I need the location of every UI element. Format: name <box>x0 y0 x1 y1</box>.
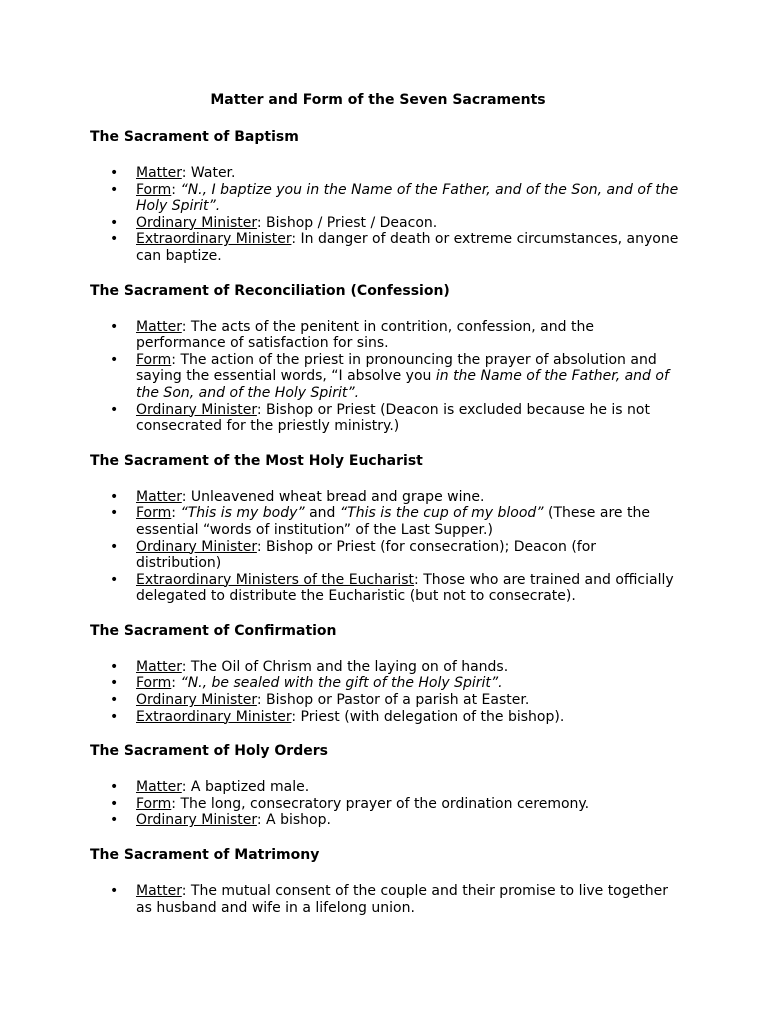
item-term: Matter <box>136 779 182 796</box>
list-item <box>90 165 680 182</box>
list-item <box>90 796 680 813</box>
list-item <box>90 505 680 538</box>
item-term: Form <box>136 181 172 198</box>
item-text: : The long, consecratory prayer of the ordination ceremony. <box>171 795 590 812</box>
sacrament-section <box>90 742 680 829</box>
section-heading: The Sacrament of Holy Orders <box>90 743 328 760</box>
item-term: Form <box>136 795 172 812</box>
section-heading: The Sacrament of Reconciliation (Confession) <box>90 282 450 299</box>
item-text: : <box>171 675 181 692</box>
item-text: : Bishop or Priest (for consecration); Deacon (for distribution) <box>136 538 597 572</box>
section-list <box>90 883 680 916</box>
item-text: : Those who are trained and officially delegated to distribute the Eucharistic (but not to consecrate). <box>136 571 674 605</box>
section-heading: The Sacrament of the Most Holy Eucharist <box>90 452 423 469</box>
list-item <box>90 779 680 796</box>
list-item <box>90 182 680 215</box>
list-item <box>90 231 680 264</box>
item-text: and <box>304 505 340 522</box>
item-text: : Unleavened wheat bread and grape wine. <box>181 488 485 505</box>
item-term: Ordinary Minister <box>136 692 257 709</box>
section-list <box>90 779 680 829</box>
item-text: : <box>171 181 181 198</box>
section-list <box>90 319 680 435</box>
item-term: Ordinary Minister <box>136 812 257 829</box>
item-text: : The action of the priest in pronouncing the prayer of absolution and saying the essential words, “I absolve you <box>136 351 657 385</box>
item-term: Matter <box>136 318 182 335</box>
item-text: : Bishop or Priest (Deacon is excluded because he is not consecrated for the priestly ministry.) <box>136 401 650 435</box>
list-item <box>90 659 680 676</box>
item-term: Form <box>136 505 172 522</box>
section-list <box>90 659 680 725</box>
item-term: Ordinary Minister <box>136 401 257 418</box>
list-item <box>90 572 680 605</box>
list-item <box>90 883 680 916</box>
item-text: “This is the cup of my blood” <box>339 505 544 522</box>
item-text: : A bishop. <box>256 812 331 829</box>
sacrament-section <box>90 622 680 725</box>
item-term: Extraordinary Minister <box>136 708 292 725</box>
item-text: : The Oil of Chrism and the laying on of hands. <box>181 658 509 675</box>
item-text: (These are the essential “words of institution” of the Last Supper.) <box>136 505 650 538</box>
sacrament-section <box>90 846 680 916</box>
list-item <box>90 539 680 572</box>
list-item <box>90 709 680 726</box>
item-text: : <box>171 505 181 522</box>
item-term: Ordinary Minister <box>136 214 257 231</box>
item-text: : Bishop or Pastor of a parish at Easter. <box>256 692 530 709</box>
item-text: : In danger of death or extreme circumstances, anyone can baptize. <box>136 231 679 264</box>
document-page <box>90 91 680 933</box>
item-text: “N., I baptize you in the Name of the Father, and of the Son, and of the Holy Spirit”. <box>136 181 679 215</box>
list-item <box>90 215 680 232</box>
section-heading: The Sacrament of Confirmation <box>90 622 337 639</box>
item-term: Form <box>136 351 172 368</box>
item-text: : Priest (with delegation of the bishop). <box>291 708 565 725</box>
sacrament-section <box>90 282 680 435</box>
section-heading: The Sacrament of Baptism <box>90 129 299 145</box>
item-term: Matter <box>136 165 182 181</box>
item-term: Matter <box>136 488 182 505</box>
item-text: : Water. <box>181 165 236 181</box>
sections-container <box>90 128 680 916</box>
sacrament-section <box>90 128 680 265</box>
list-item <box>90 402 680 435</box>
item-text: : A baptized male. <box>181 779 310 796</box>
section-list <box>90 165 680 265</box>
item-term: Ordinary Minister <box>136 538 257 555</box>
item-text: : Bishop / Priest / Deacon. <box>256 214 438 231</box>
item-term: Form <box>136 675 172 692</box>
item-text: “This is my body” <box>180 505 305 522</box>
item-term: Matter <box>136 658 182 675</box>
section-list <box>90 489 680 605</box>
item-term: Matter <box>136 883 182 900</box>
item-term: Extraordinary Minister <box>136 231 292 248</box>
item-term: Extraordinary Ministers of the Eucharist <box>136 571 415 588</box>
item-text: : The mutual consent of the couple and their promise to live together as husband and wife in a lifelong union. <box>136 883 668 916</box>
document-title: Matter and Form of the Seven Sacraments <box>210 92 546 108</box>
section-heading: The Sacrament of Matrimony <box>90 847 320 864</box>
item-text: “N., be sealed with the gift of the Holy Spirit”. <box>180 675 503 692</box>
list-item <box>90 675 680 692</box>
item-text: : The acts of the penitent in contrition, confession, and the performance of satisfaction for sins. <box>136 318 594 352</box>
list-item <box>90 319 680 352</box>
sacrament-section <box>90 452 680 605</box>
item-text: in the Name of the Father, and of the Son, and of the Holy Spirit”. <box>136 368 669 401</box>
list-item <box>90 489 680 506</box>
list-item <box>90 352 680 402</box>
list-item <box>90 692 680 709</box>
list-item <box>90 812 680 829</box>
